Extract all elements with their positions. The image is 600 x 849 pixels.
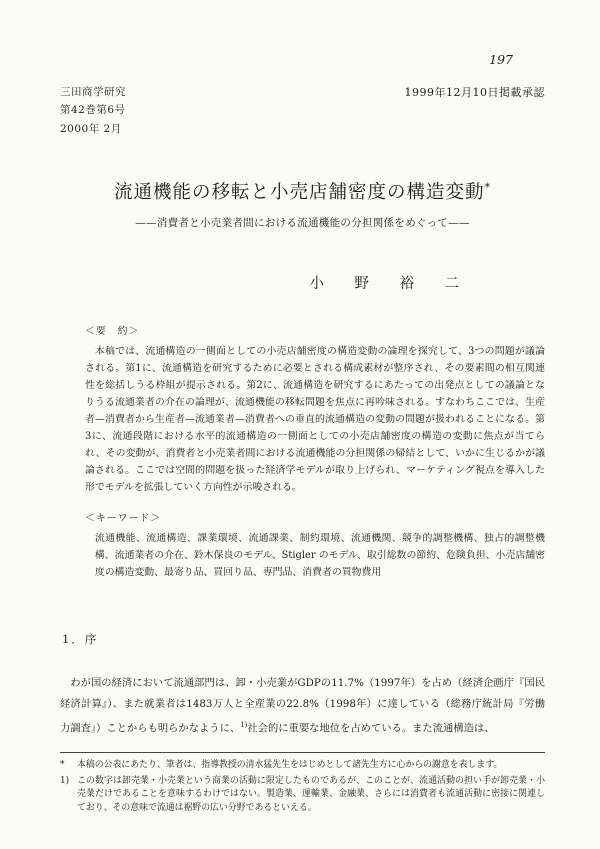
- journal-volume: 第42巻第6号: [60, 104, 126, 117]
- keywords-section: [85, 510, 545, 581]
- footnote-marker: 1): [60, 775, 70, 786]
- paper-subtitle: ——消費者と小売業者間における流通機能の分担関係をめぐって——: [135, 217, 470, 230]
- footnote-asterisk: [60, 759, 545, 773]
- paper-title-text: 流通機能の移転と小売店舗密度の構造変動: [113, 182, 485, 204]
- keywords-label: ＜キーワード＞: [85, 513, 162, 525]
- journal-info: [60, 83, 126, 138]
- body-text-after: 社会的に重要な地位を占めている。また流通構造は、: [247, 722, 495, 735]
- footnote-1: [60, 775, 545, 816]
- acceptance-note: 1999年12月10日掲載承認: [404, 86, 545, 99]
- title-footnote-marker: *: [484, 180, 491, 194]
- body-paragraph: [60, 673, 545, 739]
- abstract-label: ＜要 約＞: [85, 326, 140, 338]
- footnotes-section: [60, 752, 545, 817]
- header-row: [60, 83, 545, 138]
- journal-name: 三田商学研究: [60, 86, 126, 98]
- footnote-marker: *: [60, 760, 65, 770]
- keywords-text: 流通機能、流通構造、課業環境、流通課業、制約環境、流通機関、競争的調整機構、独占的調整機構、流通業者の介在、鈴木保良のモデル、Stigler のモデル、取引総数の節約、危険負担、小売店舗密度の構造変動、最寄り品、買回り品、専門品、消費者の買物費用: [94, 533, 545, 579]
- footnote-text: この数字は卸売業・小売業という商業の活動に限定したものであるが、このことが、流通活動の担い手が卸売業・小売業だけであることを意味するわけではない。製造業、運輸業、金融業、さらには消費者も流通活動に密接に関連しており、その意味で流通は裾野の広い分野であるといえる。: [77, 775, 545, 813]
- page-number: 197: [489, 52, 513, 67]
- journal-date: 2000年 2月: [60, 122, 122, 135]
- abstract-text: 本稿では、流通構造の一側面としての小売店舗密度の構造変動の論理を探究して、3つの問題が議論される。第1に、流通構造を研究するために必要とされる構成素材が整序され、その要素間の相互関連性を総括しうる枠組が提示される。第2に、流通構造を研究するにあたっての出発点としての議論となりうる流通業者の介在の論理が、流通機能の移転問題を焦点に再吟味される。すなわちここでは、生産者—消費者から生産者—流通業者—消費者への垂直的流通構造の変動の問題が扱われることになる。第3に、流通段階における水平的流通構造の一側面としての小売店舗密度の構造の変動に焦点が当てられ、その変動が、消費者と小売業者間における流通機能の分担関係の帰結として、いかに生じるかが議論される。ここでは空間的問題を扱った経済学モデルが取り上げられ、マーケティング視点を導入した形でモデルを拡張していく方向性が示唆される。: [85, 346, 545, 494]
- footnote-ref-1: 1): [240, 721, 248, 730]
- footnote-text: 本稿の公表にあたり、筆者は、指導教授の清水猛先生をはじめとして諸先生方に心からの謝意を表します。: [77, 760, 503, 770]
- section-heading: 1．序: [62, 632, 99, 647]
- author-name: 小 野 裕 二: [309, 276, 467, 293]
- abstract-section: [85, 323, 545, 496]
- paper-title: [60, 178, 545, 204]
- footnote-divider: [60, 752, 545, 753]
- body-text-before: わが国の経済において流通部門は、卸・小売業がGDPの11.7%（1997年）を占め（経済企画庁『国民経済計算』）、また就業者は1483万人と全産業の22.8%（1998年）に達している（総務庁統計局『労働力調査』）ことからも明らかなように、: [60, 677, 545, 735]
